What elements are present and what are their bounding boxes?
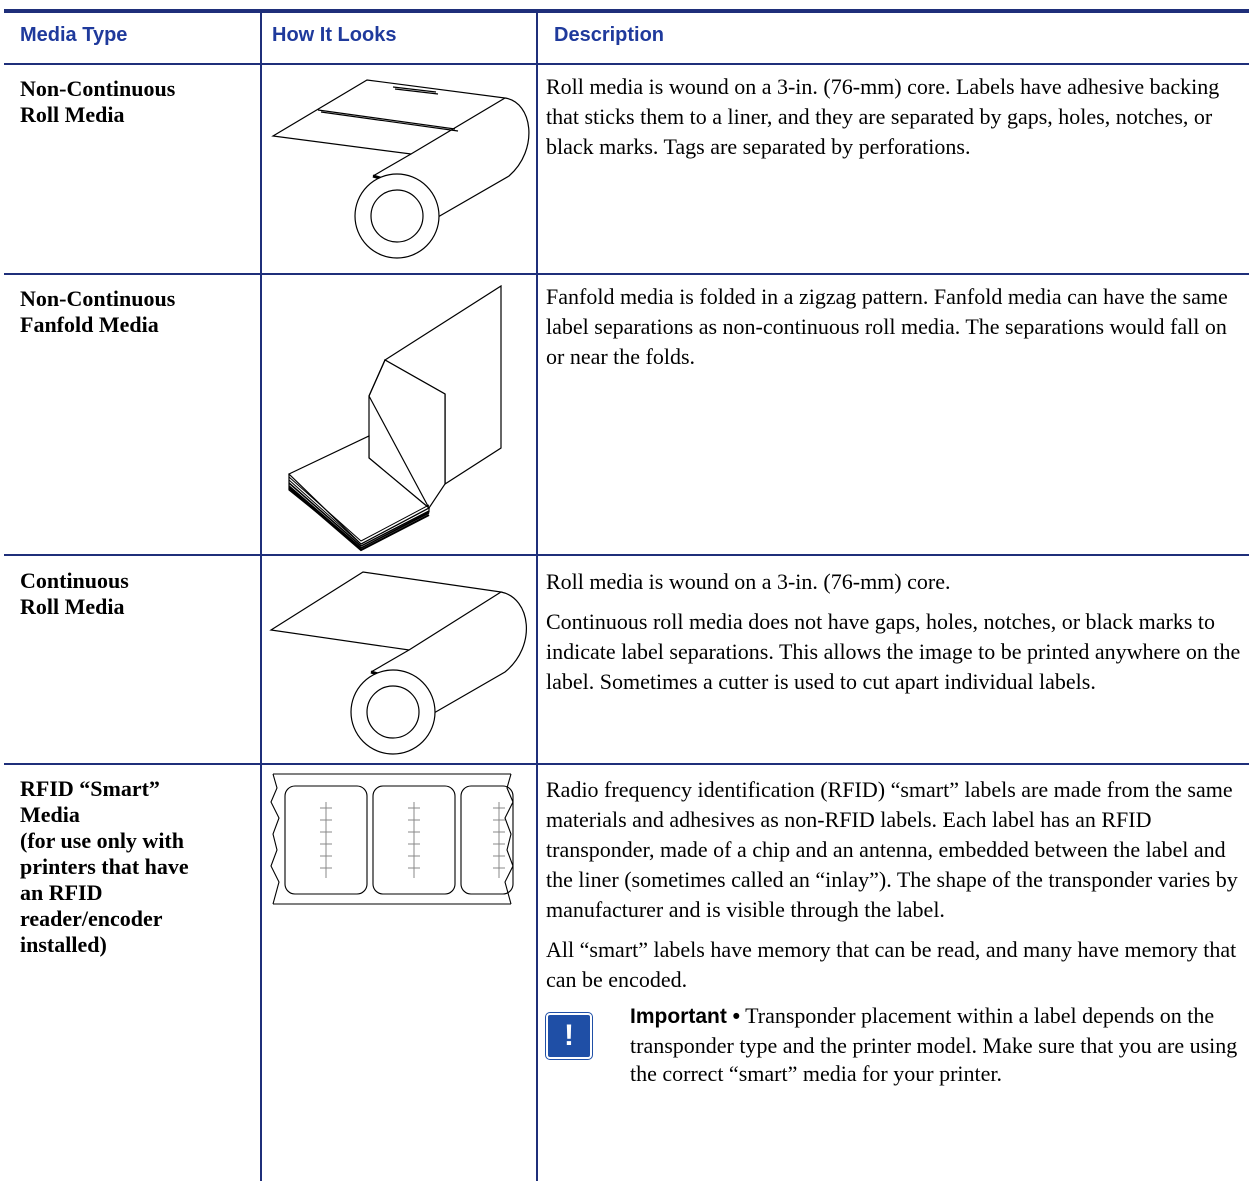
row-1-media-type: Non-Continuous Roll Media [20,76,176,127]
row-1-description-text: Roll media is wound on a 3-in. (76-mm) core. Labels have adhesive backing that sticks them to a liner, and they are separated by gaps, holes, notches, or black marks. Tags are separated by perforations. [546,74,1220,159]
rfid-labels-illustration [265,768,535,916]
row-rule-3 [4,763,1249,765]
header-how-it-looks: How It Looks [272,24,397,46]
row-4-description-text-1: Radio frequency identification (RFID) “smart” labels are made from the same materials and adhesives as non-RFID labels. Each label has an RFID transponder, made of a chip and an antenna, embedded between the label and the liner (sometimes called an “inlay”). The shape of the transponder varies by manufacturer and is visible through the label. [546,777,1238,922]
roll-media-illustration [265,72,535,272]
column-rule-2 [536,9,538,1181]
fanfold-media-illustration [265,278,535,552]
row-3-description-text-1: Roll media is wound on a 3-in. (76-mm) core. [546,569,951,594]
row-rule-2 [4,554,1249,556]
continuous-roll-illustration [265,564,535,762]
row-4-description [546,775,1246,995]
header-description: Description [554,24,665,46]
header-bottom-rule [4,63,1249,65]
row-4-description-text-2: All “smart” labels have memory that can be read, and many have memory that can be encoded. [546,937,1237,992]
important-note-body: Transponder placement within a label depends on the transponder type and the printer model. Make sure that you are using the correct “smart” media for your printer. [630,1003,1238,1086]
important-note-text [630,1002,1249,1089]
row-2-description [546,282,1246,372]
row-rule-1 [4,273,1249,275]
row-3-description [546,567,1246,697]
header-media-type: Media Type [20,24,128,46]
row-1-description [546,72,1246,162]
row-2-description-text: Fanfold media is folded in a zigzag pattern. Fanfold media can have the same label separations as non-continuous roll media. The separations would fall on or near the folds. [546,284,1228,369]
row-3-description-text-2: Continuous roll media does not have gaps, holes, notches, or black marks to indicate label separations. This allows the image to be printed anywhere on the label. Sometimes a cutter is used to cut apart individual labels. [546,609,1241,694]
row-4-media-type: RFID “Smart” Media (for use only with printers that have an RFID reader/encoder installed) [20,776,189,957]
row-3-media-type: Continuous Roll Media [20,568,129,619]
table-top-rule [4,9,1249,13]
column-rule-1 [260,9,262,1181]
row-2-media-type: Non-Continuous Fanfold Media [20,286,176,337]
exclamation-icon: ! [546,1013,592,1059]
important-note-title: Important • [630,1005,741,1028]
